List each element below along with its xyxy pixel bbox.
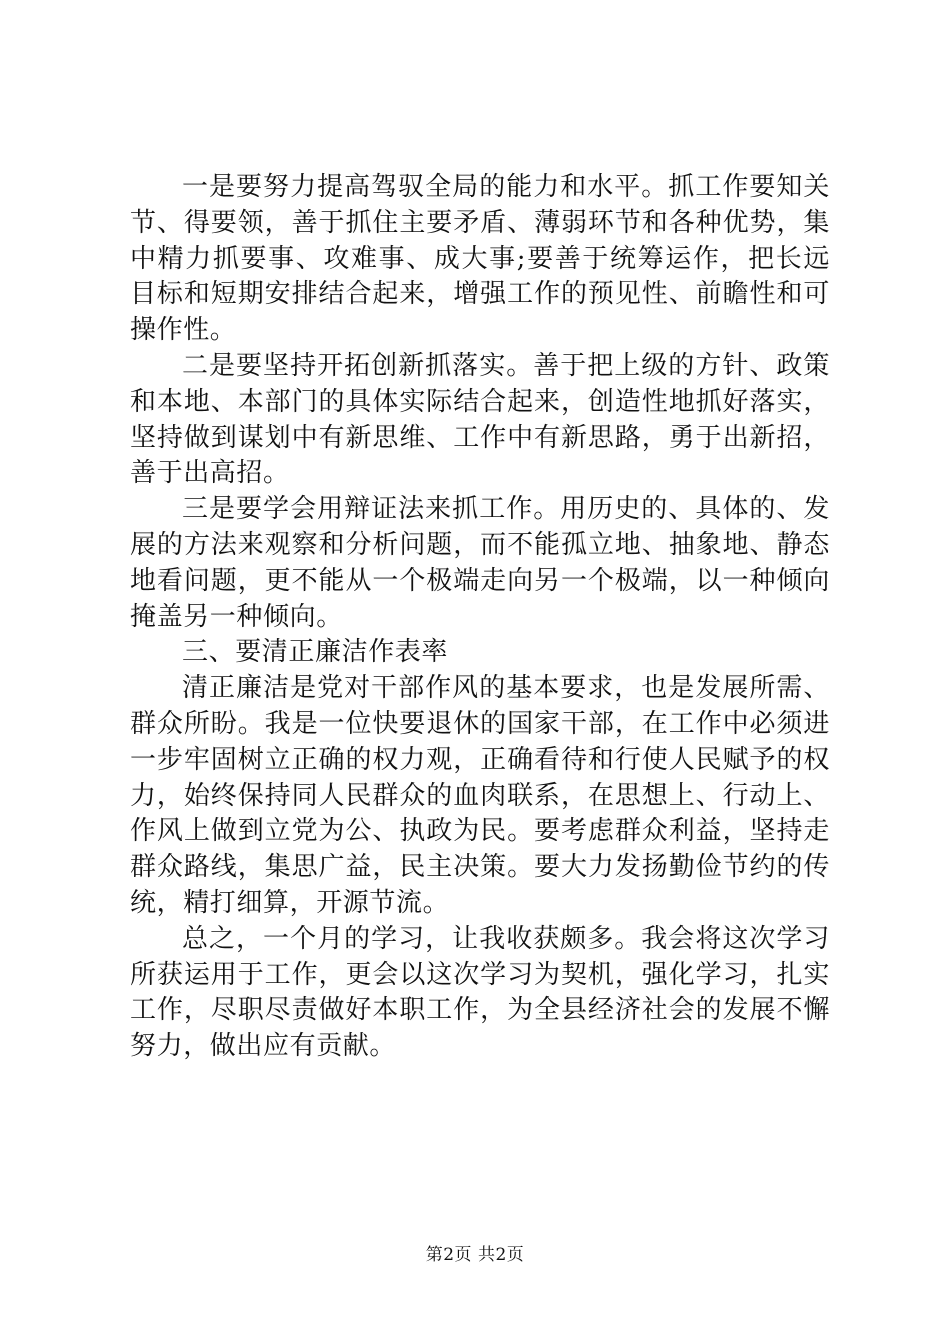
document-body xyxy=(130,170,830,1065)
paragraph-integrity: 清正廉洁是党对干部作风的基本要求，也是发展所需、群众所盼。我是一位快要退休的国家干部，在工作中必须进一步牢固树立正确的权力观，正确看待和行使人民赋予的权力，始终保持同人民群众的血肉联系，在思想上、行动上、作风上做到立党为公、执政为民。要考虑群众利益，坚持走群众路线，集思广益，民主决策。要大力发扬勤俭节约的传统，精打细算，开源节流。 xyxy=(130,673,830,918)
paragraph-innovation: 二是要坚持开拓创新抓落实。善于把上级的方针、政策和本地、本部门的具体实际结合起来，创造性地抓好落实，坚持做到谋划中有新思维、工作中有新思路，勇于出新招，善于出高招。 xyxy=(130,350,830,489)
section-heading-integrity: 三、要清正廉洁作表率 xyxy=(182,637,449,668)
paragraph-conclusion: 总之，一个月的学习，让我收获颇多。我会将这次学习所获运用于工作，更会以这次学习为契机，强化学习，扎实工作，尽职尽责做好本职工作，为全县经济社会的发展不懈努力，做出应有贡献。 xyxy=(130,923,830,1062)
page-number-footer: 第2页 共2页 xyxy=(425,1245,525,1265)
paragraph-dialectics: 三是要学会用辩证法来抓工作。用历史的、具体的、发展的方法来观察和分析问题，而不能孤立地、抽象地、静态地看问题，更不能从一个极端走向另一个极端，以一种倾向掩盖另一种倾向。 xyxy=(130,494,830,632)
paragraph-leadership-ability: 一是要努力提高驾驭全局的能力和水平。抓工作要知关节、得要领，善于抓住主要矛盾、薄弱环节和各种优势，集中精力抓要事、攻难事、成大事;要善于统筹运作，把长远目标和短期安排结合起来，增强工作的预见性、前瞻性和可操作性。 xyxy=(130,172,830,346)
